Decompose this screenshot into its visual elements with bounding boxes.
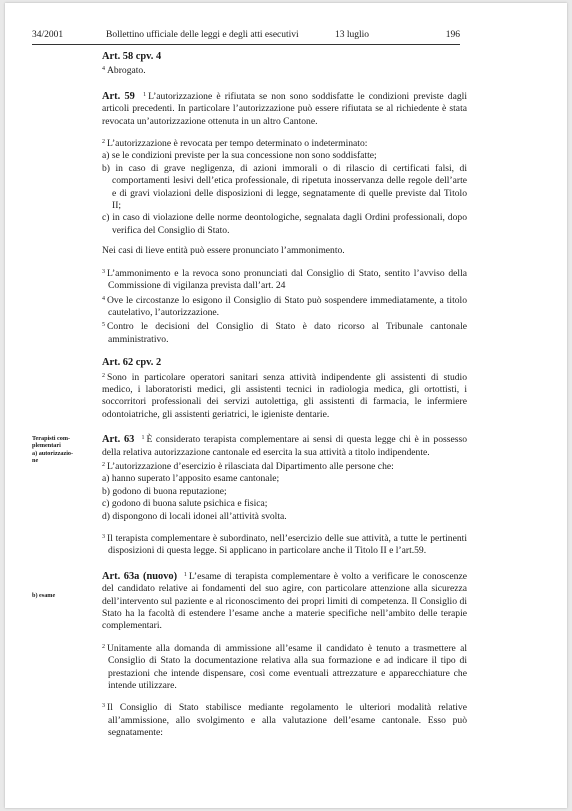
paragraph: Nei casi di lieve entità può essere pronunciato l’ammonimento. [102,245,345,257]
article-heading: Art. 58 cpv. 4 [102,51,162,62]
document-page [5,3,567,808]
running-header [32,30,460,45]
paragraph: $^3$ L’ammonimento e la revoca sono pronunciati dal Consiglio di Stato, sentito l’avviso della Commissione di vigilanza prevista dall’art. 24 [102,267,467,292]
list-item: a) se le condizioni previste per la sua concessione non sono soddisfatte; [102,150,377,162]
paragraph: Art. 59 $^1$ L’autorizzazione è rifiutata se non sono soddisfatte le condizioni previste dagli articoli precedenti. In particolare l’autorizzazione può essere rifiutata se al richiedente è stata revocata un’autorizzazione ottenuta in un altro Cantone. [102,90,467,127]
publication-title: Bollettino ufficiale delle leggi e degli atti esecutivi [106,30,299,40]
document-body [102,51,467,740]
header-date: 13 luglio [335,30,370,40]
article-heading: Art. 62 cpv. 2 [102,357,162,369]
paragraph: $^3$ Il terapista complementare è subordinato, nell’esercizio delle sue attività, a tutte le pertinenti disposizioni di questa legge. Si applicano in particolare anche il Titolo II e l’art.59. [102,533,467,557]
list-item: c) in caso di violazione delle norme deontologiche, segnalata dagli Ordini professionali, dopo verifica del Consiglio di Stato. [102,212,467,236]
article-heading: Art. 59 [102,90,135,102]
paragraph: $^2$ Sono in particolare operatori sanitari senza attività indipendente gli assistenti di studio medico, i laboratoristi medici, gli assistenti tecnici in radiologia medica, gli ortottisti, i soccorritori professionali dei servizi autolettiga, gli assistenti di farmacia, le infermiere odontoiatriche, gli assistenti geriatrici, le igieniste dentarie. [102,371,467,420]
paragraph: $^2$ Unitamente alla domanda di ammissione all’esame il candidato è tenuto a trasmettere al Consiglio di Stato la documentazione relativa alla sua formazione e ad indicare il tipo di prestazioni che intende dispensare, così come eventuali attrezzature e apparecchiature che intende utilizzare. [102,642,467,692]
paragraph: $^2$ L’autorizzazione è revocata per tempo determinato o indeterminato: [102,138,368,150]
paragraph: $^3$ Il Consiglio di Stato stabilisce mediante regolamento le ulteriori modalità relative all’ammissione, allo svolgimento e alla valutazione dell’esame cantonale. Esso può segnatamente: [102,702,467,739]
paragraph: $^2$ L’autorizzazione d’esercizio è rilasciata dal Dipartimento alle persone che: [102,460,394,472]
margin-note-esame: b) esame [32,592,56,599]
issue-number: 34/2001 [32,30,64,40]
list-item: b) godono di buona reputazione; [102,485,227,497]
list-item: d) dispongono di locali idonei all’attività svolta. [102,510,287,522]
page-number: 196 [445,30,460,40]
paragraph: Art. 63a (nuovo) $^1$ L’esame di terapista complementare è volto a verificare le conoscenze del candidato relative ai fondamenti del suo agire, con particolare attenzione alla sicurezza dell’intervento sul paziente e al riconoscimento dei propri limiti di competenza. Il Consiglio di Stato ha la facoltà di estendere l’esame anche a materie specifiche nell’ambito delle terapie complementari. [102,570,467,632]
paragraph: $^4$ Abrogato. [102,65,146,77]
paragraph: Art. 63 $^1$ È considerato terapista complementare ai sensi di questa legge chi è in possesso della relativa autorizzazione cantonale ed esercita la sua attività a titolo indipendente. [102,434,467,458]
paragraph: $^5$ Contro le decisioni del Consiglio di Stato è dato ricorso al Tribunale cantonale amministrativo. [102,321,467,345]
margin-note-terapisti: Terapisti com- plementari a) autorizzazio- ne [32,435,74,465]
article-heading: Art. 63 [102,434,135,446]
paragraph: $^4$ Ove le circostanze lo esigono il Consiglio di Stato può sospendere immediatamente, a titolo cautelativo, l’autorizzazione. [102,294,467,318]
list-item: a) hanno superato l’apposito esame cantonale; [102,473,280,485]
article-heading: Art. 63a (nuovo) [102,570,178,582]
list-item: c) godono di buona salute psichica e fisica; [102,498,268,510]
list-item: b) in caso di grave negligenza, di azioni immorali o di rilascio di certificati falsi, di comportamenti lesivi dell’etica professionale, di ripetuta inosservanza delle regole dell’arte e di gravi violazioni delle disposizioni di legge, segnatamente di quelle previste dal Titolo II; [102,162,467,212]
